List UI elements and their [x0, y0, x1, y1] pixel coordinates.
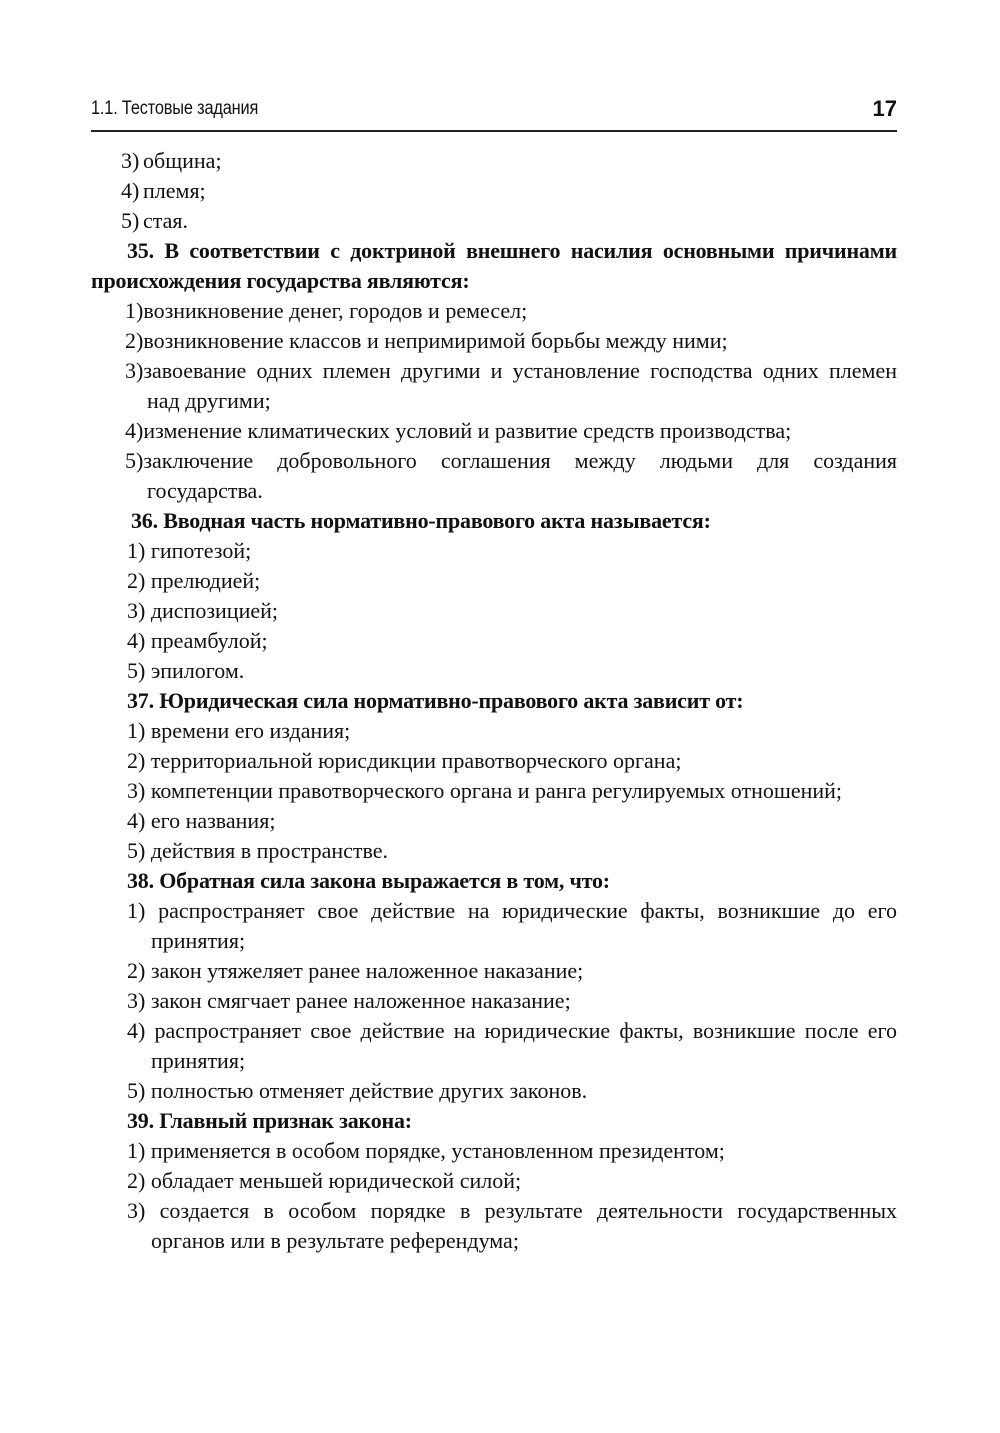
option-number: 2)	[127, 748, 146, 773]
option-text: действия в пространстве.	[150, 838, 389, 863]
question-number: 39.	[127, 1108, 154, 1133]
option-number: 3)	[127, 598, 146, 623]
option-item	[91, 716, 897, 746]
option-item	[91, 806, 897, 836]
option-number: 3)	[121, 148, 140, 173]
option-number: 1)	[127, 1138, 146, 1163]
question-number: 38.	[127, 868, 154, 893]
question-text: Главный признак закона:	[159, 1108, 412, 1133]
option-item	[91, 626, 897, 656]
option-text: изменение климатических условий и развитие средств производства;	[143, 418, 792, 443]
question-35	[91, 236, 897, 296]
option-text: территориальной юрисдикции правотворческого органа;	[150, 748, 682, 773]
option-text: эпилогом.	[150, 658, 245, 683]
section-title: 1.1. Тестовые задания	[91, 98, 259, 119]
option-item	[91, 836, 897, 866]
page-number: 17	[872, 96, 897, 121]
option-number: 1)	[127, 898, 146, 923]
option-item	[91, 446, 897, 506]
option-text: распространяет свое действие на юридические факты, возникшие до его принятия;	[151, 898, 897, 953]
question-number: 35.	[127, 238, 154, 263]
question-text: Вводная часть нормативно-правового акта называется:	[163, 508, 711, 533]
option-item	[91, 746, 897, 776]
question-number: 37.	[127, 688, 154, 713]
option-text: гипотезой;	[150, 538, 252, 563]
option-number: 3)	[127, 778, 146, 803]
option-number: 4)	[127, 1018, 146, 1043]
option-text: закон смягчает ранее наложенное наказание;	[150, 988, 571, 1013]
option-text: стая.	[143, 208, 189, 233]
option-number: 1)	[127, 538, 146, 563]
option-text: возникновение денег, городов и ремесел;	[143, 298, 528, 323]
option-item	[91, 296, 897, 326]
option-item	[91, 356, 897, 416]
option-text: создается в особом порядке в результате деятельности государственных органов или в результате референдума;	[151, 1198, 897, 1253]
question-37	[91, 686, 897, 716]
option-item	[91, 776, 897, 806]
option-number: 5)	[127, 658, 146, 683]
option-text: преамбулой;	[150, 628, 268, 653]
option-number: 5)	[121, 208, 140, 233]
option-item	[91, 176, 897, 206]
option-text: полностью отменяет действие других законов.	[150, 1078, 588, 1103]
option-number: 4)	[125, 418, 144, 443]
option-number: 1)	[125, 298, 144, 323]
option-item	[91, 146, 897, 176]
option-text: обладает меньшей юридической силой;	[150, 1168, 522, 1193]
question-text: В соответствии с доктриной внешнего насилия основными причинами происхождения государства являются:	[91, 238, 897, 293]
option-text: его названия;	[150, 808, 276, 833]
option-number: 2)	[127, 958, 146, 983]
option-number: 4)	[121, 178, 140, 203]
option-text: применяется в особом порядке, установленном президентом;	[150, 1138, 725, 1163]
option-item	[91, 596, 897, 626]
question-38	[91, 866, 897, 896]
option-item	[91, 206, 897, 236]
option-item	[91, 956, 897, 986]
option-item	[91, 986, 897, 1016]
option-number: 3)	[125, 358, 144, 383]
question-36	[91, 506, 897, 536]
option-number: 5)	[125, 448, 144, 473]
option-item	[91, 1196, 897, 1256]
option-number: 3)	[127, 1198, 146, 1223]
option-text: времени его издания;	[150, 718, 351, 743]
option-text: распространяет свое действие на юридические факты, возникшие после его принятия;	[151, 1018, 897, 1073]
option-text: завоевание одних племен другими и установление господства одних племен над другими;	[143, 358, 897, 413]
option-number: 2)	[127, 1168, 146, 1193]
option-number: 5)	[127, 838, 146, 863]
option-item	[91, 1016, 897, 1076]
option-text: племя;	[143, 178, 206, 203]
option-item	[91, 1076, 897, 1106]
question-text: Обратная сила закона выражается в том, что:	[159, 868, 610, 893]
option-text: прелюдией;	[150, 568, 261, 593]
option-text: заключение добровольного соглашения между людьми для создания государства.	[143, 448, 897, 503]
option-number: 4)	[127, 628, 146, 653]
option-number: 1)	[127, 718, 146, 743]
option-number: 2)	[125, 328, 144, 353]
option-text: компетенции правотворческого органа и ранга регулируемых отношений;	[150, 778, 843, 803]
option-number: 4)	[127, 808, 146, 833]
option-item	[91, 896, 897, 956]
option-number: 2)	[127, 568, 146, 593]
option-number: 3)	[127, 988, 146, 1013]
question-text: Юридическая сила нормативно-правового акта зависит от:	[159, 688, 744, 713]
option-text: община;	[143, 148, 222, 173]
question-number: 36.	[131, 508, 158, 533]
question-39	[91, 1106, 897, 1136]
option-item	[91, 326, 897, 356]
option-item	[91, 536, 897, 566]
option-number: 5)	[127, 1078, 146, 1103]
option-item	[91, 416, 897, 446]
page-body	[91, 146, 897, 1256]
option-item	[91, 1166, 897, 1196]
option-item	[91, 566, 897, 596]
option-text: закон утяжеляет ранее наложенное наказание;	[150, 958, 584, 983]
running-header	[91, 96, 897, 132]
option-item	[91, 656, 897, 686]
option-text: возникновение классов и непримиримой борьбы между ними;	[143, 328, 728, 353]
option-text: диспозицией;	[150, 598, 278, 623]
option-item	[91, 1136, 897, 1166]
